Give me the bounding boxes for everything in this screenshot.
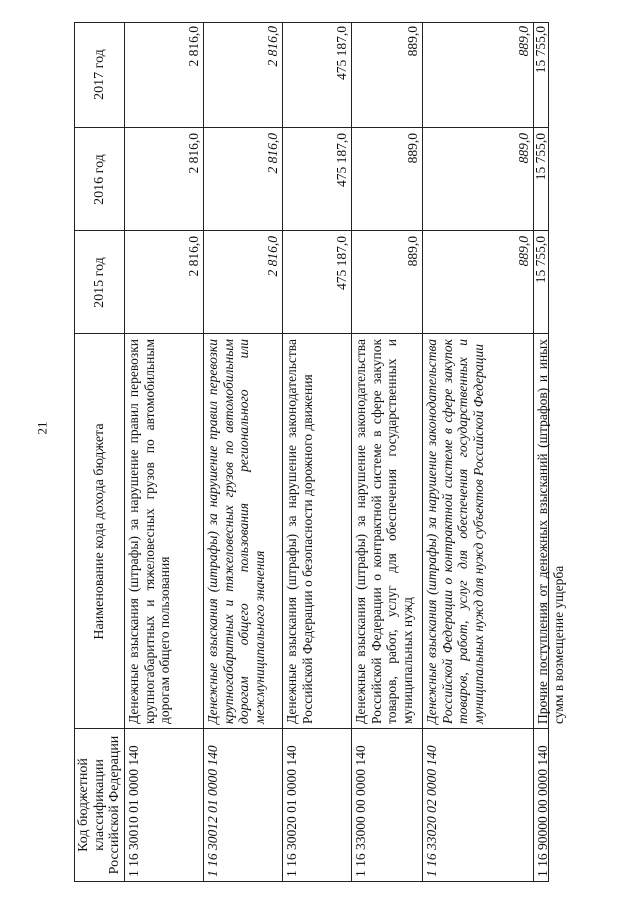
row-value-2016: 889,0	[515, 133, 531, 164]
row-code: 1 16 33000 00 0000 140	[353, 745, 368, 877]
row-value-2015: 889,0	[515, 236, 531, 267]
row-value-2017: 889,0	[515, 26, 531, 57]
row-divider	[533, 23, 534, 881]
page-number: 21	[34, 421, 50, 435]
row-divider	[422, 23, 423, 881]
row-code: 1 16 33020 02 0000 140	[424, 745, 439, 877]
row-value-2016: 2 816,0	[264, 133, 280, 174]
row-name: Денежные взыскания (штрафы) за нарушение правил перевозки крупногабаритных и тяжеловесных грузов по автомобильным дорогам общего пользования регионального или межмуниципального значения	[205, 339, 267, 724]
column-divider	[75, 230, 548, 231]
row-name: Денежные взыскания (штрафы) за нарушение законодательства Российской Федерации о контрактной системе в сфере закупок товаров, работ, услуг для обеспечения государственных и муниципальных нужд	[353, 339, 415, 724]
row-code: 1 16 90000 00 0000 140	[535, 745, 550, 877]
row-name: Прочие поступления от денежных взысканий (штрафов) и иных сумм в возмещение ущерба	[535, 339, 566, 724]
row-code: 1 16 30012 01 0000 140	[205, 745, 220, 877]
header-code: Код бюджетной классификации Российской Федерации	[76, 735, 123, 875]
column-divider	[75, 728, 548, 729]
row-value-2016: 15 755,0	[532, 133, 548, 181]
row-value-2017: 2 816,0	[185, 26, 201, 67]
row-code: 1 16 30010 01 0000 140	[126, 745, 141, 877]
row-value-2017: 15 755,0	[532, 26, 548, 74]
row-name: Денежные взыскания (штрафы) за нарушение правил перевозки крупногабаритных и тяжеловесных грузов по автомобильным дорогам общего пользования	[126, 339, 172, 724]
row-value-2016: 2 816,0	[185, 133, 201, 174]
row-value-2015: 2 816,0	[185, 236, 201, 277]
row-value-2015: 15 755,0	[532, 236, 548, 284]
row-value-2017: 889,0	[404, 26, 420, 57]
table-container	[74, 22, 566, 882]
row-name: Денежные взыскания (штрафы) за нарушение законодательства Российской Федерации о безопасности дорожного движения	[284, 339, 315, 724]
header-2016: 2016 год	[91, 154, 107, 205]
row-name: Денежные взыскания (штрафы) за нарушение законодательства Российской Федерации о контрактной системе в сфере закупок товаров, работ, услуг для обеспечения государственных и муниципальных нужд для нужд субъектов Российской Федерации	[424, 339, 486, 724]
header-2017: 2017 год	[91, 49, 107, 100]
row-divider	[203, 23, 204, 881]
row-code: 1 16 30020 01 0000 140	[284, 745, 299, 877]
row-value-2017: 475 187,0	[333, 26, 349, 80]
row-divider	[282, 23, 283, 881]
row-divider	[351, 23, 352, 881]
row-value-2015: 889,0	[404, 236, 420, 267]
row-value-2015: 2 816,0	[264, 236, 280, 277]
row-value-2015: 475 187,0	[333, 236, 349, 290]
column-divider	[75, 333, 548, 334]
header-2015: 2015 год	[91, 257, 107, 308]
revenue-table	[74, 22, 566, 882]
column-divider	[75, 127, 548, 128]
row-divider	[124, 23, 125, 881]
row-value-2016: 889,0	[404, 133, 420, 164]
row-value-2017: 2 816,0	[264, 26, 280, 67]
row-value-2016: 475 187,0	[333, 133, 349, 187]
header-name: Наименование кода дохода бюджета	[91, 423, 107, 640]
